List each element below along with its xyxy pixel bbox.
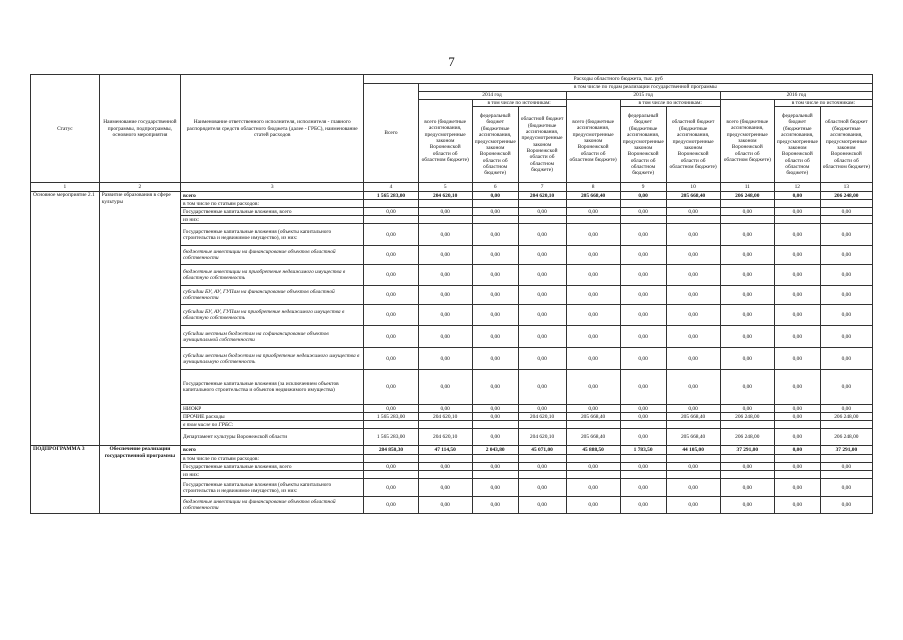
value-cell: 0,00 — [620, 326, 666, 348]
value-cell — [774, 471, 820, 479]
value-cell — [720, 216, 774, 224]
value-cell: 0,00 — [720, 463, 774, 471]
value-cell: 0,00 — [820, 479, 872, 497]
value-cell: 0,00 — [820, 246, 872, 265]
value-cell — [518, 421, 566, 429]
value-cell — [566, 200, 620, 208]
value-cell: 0,00 — [774, 305, 820, 326]
row-label: Департамент культуры Воронежской области — [181, 429, 364, 446]
row-label: субсидии местным бюджетам на софинансирование объектов муниципальной собственности — [181, 326, 364, 348]
value-cell — [620, 471, 666, 479]
value-cell: 0,00 — [418, 497, 472, 514]
value-cell: 0,00 — [418, 348, 472, 370]
value-cell: 0,00 — [472, 305, 518, 326]
value-cell — [820, 471, 872, 479]
value-cell: 0,00 — [720, 286, 774, 305]
row-label: ПРОЧИЕ расходы — [181, 413, 364, 421]
header-by-years: в том числе по годам реализации государственной программы — [418, 84, 872, 92]
header-2015-sources: в том числе по источникам: — [620, 100, 720, 107]
column-numbers-row — [31, 183, 873, 192]
value-cell: 45 071,00 — [518, 446, 566, 455]
header-2014-federal: федеральный бюджет (бюджетные ассигнования, предусмотренные законом Воронежской области об областном бюджете) — [472, 107, 518, 183]
column-number: 9 — [620, 183, 666, 192]
value-cell: 1 565 283,00 — [364, 192, 418, 200]
value-cell: 0,00 — [774, 446, 820, 455]
value-cell: 0,00 — [666, 208, 720, 216]
value-cell: 0,00 — [364, 370, 418, 405]
header-2015-regional: областной бюджет (бюджетные ассигнования, предусмотренные законом Воронежской области об областном бюджете) — [666, 107, 720, 183]
value-cell — [820, 421, 872, 429]
value-cell: 47 114,50 — [418, 446, 472, 455]
value-cell: 0,00 — [472, 192, 518, 200]
value-cell: 0,00 — [820, 326, 872, 348]
value-cell: 0,00 — [666, 305, 720, 326]
value-cell: 0,00 — [720, 305, 774, 326]
row-label: из них: — [181, 471, 364, 479]
value-cell — [418, 471, 472, 479]
value-cell — [566, 455, 620, 463]
value-cell: 0,00 — [720, 326, 774, 348]
value-cell: 0,00 — [472, 286, 518, 305]
value-cell: 205 668,40 — [666, 192, 720, 200]
value-cell: 0,00 — [720, 224, 774, 246]
value-cell: 0,00 — [418, 370, 472, 405]
value-cell: 0,00 — [418, 479, 472, 497]
value-cell: 205 668,40 — [566, 413, 620, 421]
section2-row — [31, 446, 873, 455]
value-cell — [566, 421, 620, 429]
value-cell: 0,00 — [566, 326, 620, 348]
value-cell — [518, 471, 566, 479]
value-cell: 0,00 — [518, 405, 566, 413]
row-label: Государственные капитальные вложения, всего — [181, 463, 364, 471]
value-cell: 0,00 — [774, 326, 820, 348]
value-cell: 0,00 — [566, 265, 620, 286]
header-2015-total: всего (бюджетные ассигнования, предусмотренные законом Воронежской области об областном бюджете) — [566, 100, 620, 183]
value-cell: 206 248,00 — [820, 429, 872, 446]
value-cell — [566, 216, 620, 224]
value-cell: 0,00 — [364, 479, 418, 497]
row-label: НИОКР — [181, 405, 364, 413]
value-cell: 0,00 — [620, 497, 666, 514]
section2-status: ПОДПРОГРАММА 3 — [31, 446, 100, 514]
value-cell: 0,00 — [774, 413, 820, 421]
section1-row — [31, 192, 873, 200]
value-cell: 0,00 — [418, 224, 472, 246]
value-cell: 0,00 — [820, 286, 872, 305]
value-cell: 0,00 — [418, 463, 472, 471]
value-cell: 0,00 — [418, 208, 472, 216]
header-year-2016: 2016 год — [720, 92, 872, 100]
header-year-2014: 2014 год — [418, 92, 566, 100]
section2-name: Обеспечение реализации государственной программы — [99, 446, 180, 514]
value-cell: 0,00 — [566, 286, 620, 305]
value-cell: 0,00 — [774, 429, 820, 446]
row-label: бюджетные инвестиции на финансирование объектов областной собственности — [181, 246, 364, 265]
value-cell: 0,00 — [418, 246, 472, 265]
value-cell: 0,00 — [472, 208, 518, 216]
value-cell: 0,00 — [720, 348, 774, 370]
value-cell: 204 620,10 — [418, 192, 472, 200]
value-cell: 0,00 — [820, 208, 872, 216]
value-cell: 0,00 — [720, 208, 774, 216]
header-2016-sources: в том числе по источникам: — [774, 100, 872, 107]
value-cell: 0,00 — [364, 208, 418, 216]
value-cell — [364, 455, 418, 463]
value-cell: 0,00 — [472, 326, 518, 348]
value-cell — [666, 471, 720, 479]
header-total: Всего — [364, 84, 418, 183]
row-label: в том числе по ГРБС: — [181, 421, 364, 429]
value-cell: 0,00 — [566, 246, 620, 265]
value-cell — [364, 471, 418, 479]
value-cell — [472, 421, 518, 429]
value-cell — [720, 471, 774, 479]
value-cell: 0,00 — [774, 497, 820, 514]
value-cell: 0,00 — [720, 497, 774, 514]
value-cell: 205 668,40 — [666, 429, 720, 446]
value-cell: 0,00 — [774, 286, 820, 305]
value-cell: 0,00 — [820, 370, 872, 405]
column-number: 3 — [181, 183, 364, 192]
value-cell — [364, 200, 418, 208]
value-cell: 205 668,40 — [566, 429, 620, 446]
column-number: 12 — [774, 183, 820, 192]
value-cell: 0,00 — [518, 479, 566, 497]
value-cell: 0,00 — [666, 265, 720, 286]
value-cell — [364, 216, 418, 224]
value-cell: 0,00 — [666, 405, 720, 413]
value-cell — [666, 421, 720, 429]
value-cell — [720, 200, 774, 208]
value-cell: 0,00 — [620, 246, 666, 265]
value-cell: 205 668,40 — [666, 413, 720, 421]
value-cell — [472, 455, 518, 463]
value-cell: 204 620,10 — [418, 413, 472, 421]
value-cell — [620, 200, 666, 208]
value-cell — [418, 455, 472, 463]
value-cell: 0,00 — [820, 405, 872, 413]
value-cell: 0,00 — [472, 246, 518, 265]
row-label: в том числе по статьям расходов: — [181, 455, 364, 463]
value-cell: 0,00 — [620, 405, 666, 413]
value-cell — [774, 200, 820, 208]
value-cell: 0,00 — [774, 405, 820, 413]
value-cell: 0,00 — [472, 463, 518, 471]
column-number: 5 — [418, 183, 472, 192]
header-2014-sources: в том числе по источникам: — [472, 100, 566, 107]
value-cell: 37 291,00 — [820, 446, 872, 455]
row-label: бюджетные инвестиции на приобретение недвижимого имущества в областную собственность — [181, 265, 364, 286]
value-cell — [518, 455, 566, 463]
value-cell: 0,00 — [472, 497, 518, 514]
value-cell: 0,00 — [666, 224, 720, 246]
value-cell: 204 620,10 — [418, 429, 472, 446]
value-cell — [620, 455, 666, 463]
value-cell: 0,00 — [620, 224, 666, 246]
value-cell: 45 888,50 — [566, 446, 620, 455]
value-cell: 0,00 — [518, 246, 566, 265]
value-cell: 0,00 — [820, 265, 872, 286]
row-label: бюджетные инвестиции на финансирование объектов областной собственности — [181, 497, 364, 514]
value-cell: 206 248,00 — [720, 413, 774, 421]
column-number: 13 — [820, 183, 872, 192]
value-cell: 0,00 — [566, 305, 620, 326]
header-2016-regional: областной бюджет (бюджетные ассигнования, предусмотренные законом Воронежской области об областном бюджете) — [820, 107, 872, 183]
value-cell: 0,00 — [418, 305, 472, 326]
value-cell — [518, 200, 566, 208]
value-cell — [418, 200, 472, 208]
value-cell: 0,00 — [666, 370, 720, 405]
row-label: Государственные капитальные вложения, всего — [181, 208, 364, 216]
value-cell: 0,00 — [774, 192, 820, 200]
column-number: 1 — [31, 183, 100, 192]
value-cell: 0,00 — [566, 224, 620, 246]
value-cell: 0,00 — [364, 286, 418, 305]
value-cell — [820, 200, 872, 208]
value-cell: 0,00 — [518, 370, 566, 405]
value-cell: 0,00 — [666, 286, 720, 305]
value-cell: 0,00 — [666, 348, 720, 370]
value-cell: 1 565 283,00 — [364, 413, 418, 421]
budget-table — [30, 74, 873, 514]
row-label: всего — [181, 192, 364, 200]
value-cell — [720, 421, 774, 429]
value-cell: 0,00 — [774, 265, 820, 286]
value-cell: 0,00 — [666, 479, 720, 497]
value-cell: 206 248,00 — [820, 413, 872, 421]
row-label: всего — [181, 446, 364, 455]
value-cell — [820, 216, 872, 224]
value-cell — [666, 455, 720, 463]
value-cell: 1 565 283,00 — [364, 429, 418, 446]
row-label: Государственные капитальные вложения (объекты капитального строительства и недвижимое имущество), из них: — [181, 479, 364, 497]
value-cell: 206 248,00 — [720, 192, 774, 200]
value-cell — [472, 200, 518, 208]
value-cell: 0,00 — [364, 265, 418, 286]
value-cell: 0,00 — [518, 208, 566, 216]
column-number: 7 — [518, 183, 566, 192]
column-number: 10 — [666, 183, 720, 192]
row-label: в том числе по статьям расходов: — [181, 200, 364, 208]
value-cell: 0,00 — [820, 463, 872, 471]
value-cell: 0,00 — [566, 348, 620, 370]
row-label: Государственные капитальные вложения (объекты капитального строительства и недвижимое имущество), из них: — [181, 224, 364, 246]
value-cell: 0,00 — [620, 413, 666, 421]
value-cell: 0,00 — [518, 348, 566, 370]
header-executor: Наименование ответственного исполнителя, исполнителя - главного распорядителя средств областного бюджета (далее - ГРБС), наименование статей расходов — [181, 75, 364, 183]
value-cell — [472, 216, 518, 224]
value-cell: 0,00 — [820, 305, 872, 326]
value-cell: 0,00 — [666, 246, 720, 265]
value-cell: 37 291,00 — [720, 446, 774, 455]
value-cell: 0,00 — [820, 497, 872, 514]
header-program-name: Наименование государственной программы, подпрограммы, основного мероприятия — [99, 75, 180, 183]
value-cell: 0,00 — [620, 370, 666, 405]
value-cell: 204 620,10 — [518, 192, 566, 200]
value-cell: 0,00 — [774, 370, 820, 405]
value-cell: 0,00 — [774, 479, 820, 497]
value-cell: 0,00 — [620, 463, 666, 471]
value-cell: 0,00 — [566, 463, 620, 471]
value-cell: 0,00 — [364, 405, 418, 413]
value-cell: 0,00 — [720, 479, 774, 497]
value-cell: 0,00 — [472, 429, 518, 446]
value-cell: 204 620,10 — [518, 413, 566, 421]
value-cell — [774, 455, 820, 463]
value-cell: 0,00 — [566, 370, 620, 405]
column-number: 8 — [566, 183, 620, 192]
value-cell: 0,00 — [820, 348, 872, 370]
header-2015-federal: федеральный бюджет (бюджетные ассигнования, предусмотренные законом Воронежской области об областном бюджете) — [620, 107, 666, 183]
header-2014-total: всего (бюджетные ассигнования, предусмотренные законом Воронежской области об областном бюджете) — [418, 100, 472, 183]
value-cell: 0,00 — [820, 224, 872, 246]
value-cell: 0,00 — [620, 429, 666, 446]
value-cell: 0,00 — [364, 224, 418, 246]
section1-status: Основное мероприятие 2.1 — [31, 192, 100, 446]
row-label: субсидии местным бюджетам на приобретение недвижимого имущества в муниципальную собственность — [181, 348, 364, 370]
value-cell: 2 043,80 — [472, 446, 518, 455]
value-cell: 0,00 — [620, 286, 666, 305]
value-cell: 44 105,00 — [666, 446, 720, 455]
row-label: Государственные капитальные вложения (за исключением объектов капитального строительства и объектов недвижимого имущества) — [181, 370, 364, 405]
value-cell: 0,00 — [620, 479, 666, 497]
value-cell: 0,00 — [472, 370, 518, 405]
page-number: 7 — [448, 54, 455, 69]
value-cell: 0,00 — [720, 246, 774, 265]
section1-name: Развитие образования в сфере культуры — [99, 192, 180, 446]
value-cell: 284 850,30 — [364, 446, 418, 455]
value-cell — [620, 216, 666, 224]
value-cell: 0,00 — [364, 305, 418, 326]
header-row-expenses — [31, 75, 873, 84]
value-cell: 0,00 — [418, 286, 472, 305]
value-cell: 0,00 — [472, 479, 518, 497]
value-cell — [620, 421, 666, 429]
value-cell: 0,00 — [666, 463, 720, 471]
value-cell — [418, 421, 472, 429]
header-status: Статус — [31, 75, 100, 183]
value-cell: 0,00 — [620, 305, 666, 326]
row-label: из них: — [181, 216, 364, 224]
value-cell: 0,00 — [566, 208, 620, 216]
value-cell: 0,00 — [774, 208, 820, 216]
value-cell — [472, 471, 518, 479]
value-cell: 0,00 — [518, 497, 566, 514]
value-cell: 0,00 — [720, 405, 774, 413]
value-cell — [666, 200, 720, 208]
value-cell: 0,00 — [620, 208, 666, 216]
value-cell: 0,00 — [518, 224, 566, 246]
row-label: субсидии БУ, АУ, ГУПам на финансирование объектов областной собственности — [181, 286, 364, 305]
value-cell: 205 668,40 — [566, 192, 620, 200]
value-cell: 0,00 — [774, 463, 820, 471]
header-expenses: Расходы областного бюджета, тыс. руб — [364, 75, 873, 84]
value-cell: 0,00 — [518, 305, 566, 326]
value-cell: 0,00 — [418, 265, 472, 286]
value-cell: 1 783,50 — [620, 446, 666, 455]
header-2016-total: всего (бюджетные ассигнования, предусмотренные законом Воронежской области об областном бюджете) — [720, 100, 774, 183]
value-cell: 204 620,10 — [518, 429, 566, 446]
value-cell: 0,00 — [666, 326, 720, 348]
value-cell: 0,00 — [472, 224, 518, 246]
value-cell: 0,00 — [620, 265, 666, 286]
value-cell: 0,00 — [620, 192, 666, 200]
value-cell: 0,00 — [774, 224, 820, 246]
value-cell — [774, 216, 820, 224]
value-cell — [418, 216, 472, 224]
value-cell: 0,00 — [566, 497, 620, 514]
value-cell: 206 248,00 — [720, 429, 774, 446]
value-cell — [666, 216, 720, 224]
value-cell — [518, 216, 566, 224]
column-number: 2 — [99, 183, 180, 192]
value-cell: 0,00 — [566, 405, 620, 413]
value-cell: 0,00 — [472, 265, 518, 286]
header-year-2015: 2015 год — [566, 92, 720, 100]
value-cell: 0,00 — [472, 405, 518, 413]
value-cell: 0,00 — [518, 463, 566, 471]
value-cell: 0,00 — [518, 326, 566, 348]
value-cell: 0,00 — [472, 348, 518, 370]
value-cell: 0,00 — [418, 326, 472, 348]
value-cell: 0,00 — [472, 413, 518, 421]
column-number: 4 — [364, 183, 418, 192]
header-2016-federal: федеральный бюджет (бюджетные ассигнования, предусмотренные законом Воронежской области об областном бюджете) — [774, 107, 820, 183]
value-cell: 0,00 — [518, 286, 566, 305]
value-cell: 0,00 — [364, 246, 418, 265]
value-cell: 0,00 — [620, 348, 666, 370]
value-cell: 0,00 — [364, 463, 418, 471]
value-cell: 0,00 — [774, 348, 820, 370]
value-cell: 0,00 — [566, 479, 620, 497]
value-cell — [566, 471, 620, 479]
value-cell — [820, 455, 872, 463]
value-cell: 0,00 — [418, 405, 472, 413]
row-label: субсидии БУ, АУ, ГУПам на приобретение недвижимого имущества в областную собственность — [181, 305, 364, 326]
value-cell — [774, 421, 820, 429]
value-cell: 0,00 — [518, 265, 566, 286]
column-number: 11 — [720, 183, 774, 192]
value-cell: 0,00 — [666, 497, 720, 514]
value-cell: 206 248,00 — [820, 192, 872, 200]
header-2014-regional: областной бюджет (бюджетные ассигнования, предусмотренные законом Воронежской области об областном бюджете) — [518, 107, 566, 183]
value-cell: 0,00 — [774, 246, 820, 265]
value-cell — [720, 455, 774, 463]
value-cell: 0,00 — [364, 326, 418, 348]
column-number: 6 — [472, 183, 518, 192]
value-cell: 0,00 — [364, 348, 418, 370]
value-cell — [364, 421, 418, 429]
value-cell: 0,00 — [364, 497, 418, 514]
value-cell: 0,00 — [720, 265, 774, 286]
value-cell: 0,00 — [720, 370, 774, 405]
